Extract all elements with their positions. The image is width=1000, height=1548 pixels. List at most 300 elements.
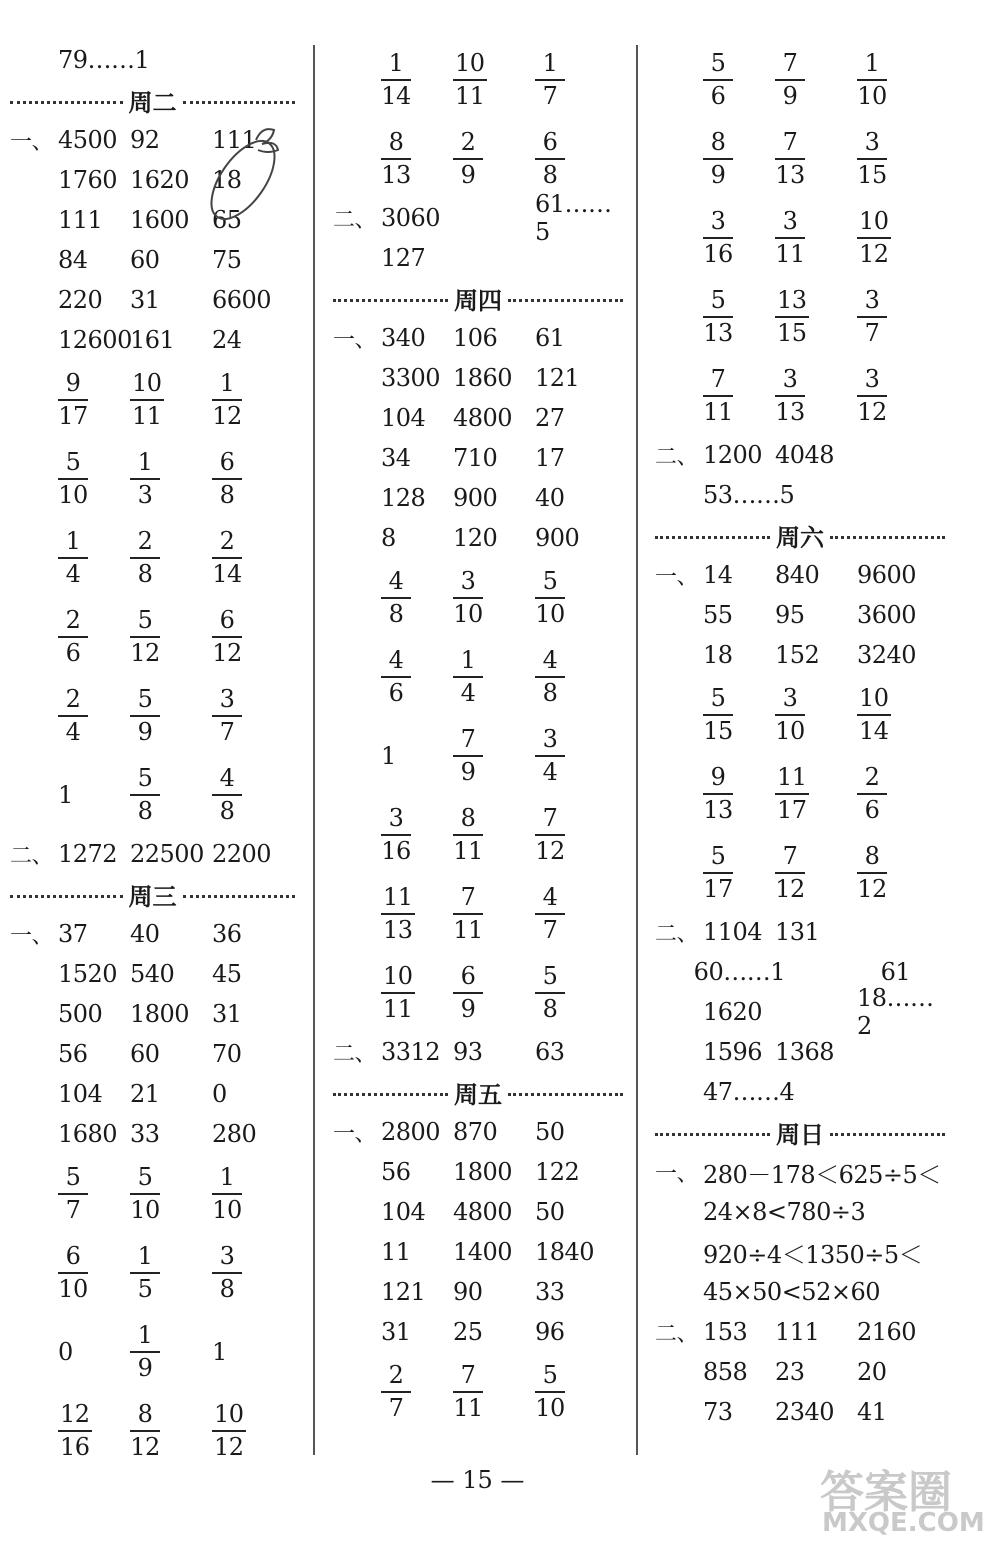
fraction [535, 884, 565, 943]
answer-cell [703, 366, 775, 425]
answer-cell: 340 [381, 324, 426, 352]
dotted-rule [183, 101, 296, 104]
answer-cell: 121 [535, 364, 580, 392]
dotted-rule [333, 1093, 448, 1096]
fraction [535, 50, 565, 109]
answer-cell [381, 884, 453, 943]
answer-cell: 47……4 [703, 1078, 795, 1106]
answer-cell [212, 370, 292, 429]
answer-cell: 111 [212, 126, 257, 154]
answer-cell [775, 129, 857, 188]
dotted-rule [10, 895, 123, 898]
answer-row [333, 190, 623, 246]
fraction-numerator: 1 [58, 528, 88, 558]
page-number: — 15 — [430, 1466, 525, 1494]
answer-cell: 17 [535, 444, 565, 472]
answer-row [655, 40, 945, 119]
answer-row [333, 478, 623, 518]
answer-cell [535, 884, 615, 943]
fraction-denominator: 14 [381, 81, 411, 110]
answer-row [10, 834, 295, 874]
fraction-numerator: 6 [212, 449, 242, 479]
fraction [453, 884, 483, 943]
fraction-denominator: 10 [453, 599, 483, 628]
section-header [10, 80, 295, 120]
answer-row [333, 795, 623, 874]
section-header [655, 515, 945, 555]
answer-cell [775, 843, 857, 902]
answer-cell: 60……1 [693, 958, 785, 986]
answer-cell: 1104 [703, 918, 763, 946]
dotted-rule [183, 895, 296, 898]
answer-cell: 161 [130, 326, 175, 354]
answer-cell: 280 [212, 1120, 257, 1148]
answer-cell [453, 1362, 535, 1421]
fraction-numerator: 6 [212, 607, 242, 637]
answer-cell: 40 [130, 920, 160, 948]
question-label: 二、 [655, 1321, 699, 1347]
fraction-denominator: 7 [864, 318, 880, 347]
fraction [775, 208, 805, 267]
answer-cell [381, 568, 453, 627]
question-label: 一、 [655, 564, 699, 590]
answer-cell [381, 129, 453, 188]
answer-cell: 27 [535, 404, 565, 432]
answer-cell [453, 963, 535, 1022]
fraction-numerator: 7 [775, 50, 805, 80]
answer-row [655, 1072, 945, 1112]
answer-cell: 900 [535, 524, 580, 552]
fraction-denominator: 13 [775, 160, 805, 189]
answer-row [10, 320, 295, 360]
fraction-numerator: 8 [130, 1401, 160, 1431]
fraction-denominator: 11 [453, 1393, 483, 1422]
fraction [703, 685, 733, 744]
fraction [130, 1243, 160, 1302]
answer-cell [775, 208, 857, 267]
answer-cell: 121 [381, 1278, 426, 1306]
answer-cell [58, 1401, 130, 1460]
fraction-numerator: 6 [58, 1243, 88, 1273]
answer-cell [130, 1164, 212, 1223]
answer-row [333, 398, 623, 438]
answer-cell: 870 [453, 1118, 498, 1146]
answer-cell [212, 449, 292, 508]
fraction [381, 50, 411, 109]
fraction-denominator: 4 [542, 757, 558, 786]
fraction-numerator: 5 [130, 1164, 160, 1194]
fraction-denominator: 12 [212, 638, 242, 667]
question-label: 一、 [10, 129, 54, 155]
answer-row [655, 356, 945, 435]
answer-cell [857, 685, 937, 744]
fraction [535, 805, 565, 864]
answer-cell: 1368 [775, 1038, 835, 1066]
fraction [857, 843, 887, 902]
fraction [535, 129, 565, 188]
fraction-numerator: 1 [212, 370, 242, 400]
question-label: 二、 [333, 207, 377, 233]
answer-row [10, 1391, 295, 1470]
fraction [775, 129, 805, 188]
question-label: 一、 [333, 327, 377, 353]
answer-cell: 9600 [857, 561, 917, 589]
fraction-numerator: 2 [453, 129, 483, 159]
fraction [58, 528, 88, 587]
answer-cell [775, 764, 857, 823]
fraction [381, 884, 415, 943]
fraction [453, 647, 483, 706]
fraction-numerator: 7 [775, 129, 805, 159]
answer-cell [453, 647, 535, 706]
answer-cell: 120 [453, 524, 498, 552]
dotted-rule [508, 1093, 623, 1096]
answer-cell [130, 1401, 212, 1460]
answer-cell [535, 1362, 615, 1421]
fraction [130, 1164, 160, 1223]
answer-cell: 61……5 [535, 190, 612, 246]
fraction-denominator: 8 [542, 160, 558, 189]
answer-cell: 4800 [453, 404, 513, 432]
answer-row [10, 1312, 295, 1391]
fraction-numerator: 3 [775, 366, 805, 396]
dotted-rule [655, 536, 770, 539]
fraction-numerator: 4 [535, 647, 565, 677]
answer-cell [453, 50, 535, 109]
fraction [130, 607, 160, 666]
answer-row [10, 1233, 295, 1312]
answer-cell [212, 1401, 292, 1460]
fraction-numerator: 5 [703, 287, 733, 317]
fraction-denominator: 4 [460, 678, 476, 707]
section-title: 周三 [128, 882, 177, 911]
answer-cell: 50 [535, 1198, 565, 1226]
answer-row [10, 1074, 295, 1114]
answer-row [333, 716, 623, 795]
answer-row [10, 954, 295, 994]
answer-cell: 90 [453, 1278, 483, 1306]
fraction [703, 764, 733, 823]
answer-cell: 111 [775, 1318, 820, 1346]
section-header [10, 874, 295, 914]
column-divider [313, 45, 315, 1455]
fraction [381, 129, 411, 188]
fraction-denominator: 17 [703, 874, 733, 903]
fraction [535, 1362, 565, 1421]
fraction-numerator: 5 [535, 1362, 565, 1392]
answer-cell: 128 [381, 484, 426, 512]
answer-cell: 1620 [130, 166, 190, 194]
answer-cell: 50 [535, 1118, 565, 1146]
answer-row [333, 438, 623, 478]
answer-cell: 84 [58, 246, 88, 274]
fraction-numerator: 7 [535, 805, 565, 835]
answer-row [655, 475, 945, 515]
answer-cell [703, 287, 775, 346]
fraction-numerator: 3 [212, 1243, 242, 1273]
fraction-numerator: 3 [775, 685, 805, 715]
fraction-denominator: 11 [775, 239, 805, 268]
answer-cell: 93 [453, 1038, 483, 1066]
answer-cell [58, 1164, 130, 1223]
answer-row [655, 119, 945, 198]
answer-cell [58, 686, 130, 745]
fraction-denominator: 12 [130, 638, 160, 667]
answer-row [10, 360, 295, 439]
answer-cell: 1680 [58, 1120, 118, 1148]
answer-column-1 [10, 40, 295, 1470]
fraction-denominator: 5 [137, 1274, 153, 1303]
answer-cell [535, 129, 615, 188]
fraction-denominator: 8 [137, 796, 153, 825]
section-title: 周二 [128, 88, 177, 117]
answer-row [655, 675, 945, 754]
fraction-denominator: 12 [775, 874, 805, 903]
answer-cell [857, 843, 937, 902]
fraction-denominator: 15 [857, 160, 887, 189]
answer-cell: 23 [775, 1358, 805, 1386]
answer-cell: 31 [381, 1318, 411, 1346]
fraction [130, 1322, 160, 1381]
answer-column-3 [655, 40, 945, 1432]
answer-row [655, 1312, 945, 1352]
fraction [857, 764, 887, 823]
answer-cell: 1272 [58, 840, 118, 868]
answer-row [655, 277, 945, 356]
answer-cell: 6600 [212, 286, 272, 314]
answer-cell: 2340 [775, 1398, 835, 1426]
question-label: 一、 [10, 923, 54, 949]
answer-cell [535, 726, 615, 785]
fraction-numerator: 8 [453, 805, 483, 835]
answer-row [333, 1312, 623, 1352]
answer-row [655, 555, 945, 595]
fraction-denominator: 10 [535, 599, 565, 628]
answer-cell: 858 [703, 1358, 748, 1386]
fraction-denominator: 10 [775, 716, 805, 745]
answer-cell [703, 208, 775, 267]
answer-row [655, 984, 945, 1040]
answer-cell: 61 [880, 958, 911, 986]
answer-cell: 710 [453, 444, 498, 472]
question-label: 一、 [655, 1161, 699, 1187]
answer-cell: 3600 [857, 601, 917, 629]
answer-row [10, 1114, 295, 1154]
fraction-numerator: 2 [58, 607, 88, 637]
fraction-numerator: 5 [130, 607, 160, 637]
question-label: 一、 [333, 1121, 377, 1147]
fraction-numerator: 10 [857, 208, 891, 238]
dotted-rule [830, 536, 945, 539]
fraction-numerator: 9 [703, 764, 733, 794]
fraction [453, 568, 483, 627]
answer-cell: 60 [130, 246, 160, 274]
fraction [212, 765, 242, 824]
fraction-denominator: 12 [212, 401, 242, 430]
dotted-rule [10, 101, 123, 104]
answer-cell [857, 764, 937, 823]
answer-cell [58, 370, 130, 429]
fraction-denominator: 4 [65, 559, 81, 588]
fraction-numerator: 10 [381, 963, 415, 993]
answer-cell: 55 [703, 601, 733, 629]
section-header [655, 1112, 945, 1152]
answer-cell: 1760 [58, 166, 118, 194]
fraction-denominator: 7 [542, 81, 558, 110]
answer-cell: 60 [130, 1040, 160, 1068]
fraction-denominator: 16 [703, 239, 733, 268]
fraction [535, 568, 565, 627]
section-title: 周六 [776, 523, 824, 552]
answer-cell: 75 [212, 246, 242, 274]
fraction-denominator: 8 [137, 559, 153, 588]
answer-cell: 70 [212, 1040, 242, 1068]
fraction-denominator: 10 [535, 1393, 565, 1422]
answer-row [10, 597, 295, 676]
answer-row [333, 358, 623, 398]
answer-cell: 1800 [453, 1158, 513, 1186]
answer-row [10, 994, 295, 1034]
answer-cell: 2200 [212, 840, 272, 868]
answer-cell [58, 449, 130, 508]
fraction-numerator: 13 [775, 287, 809, 317]
section-header [333, 1072, 623, 1112]
fraction-numerator: 8 [381, 129, 411, 159]
answer-cell [703, 685, 775, 744]
answer-cell: 122 [535, 1158, 580, 1186]
fraction-numerator: 11 [381, 884, 415, 914]
answer-cell: 8 [381, 524, 396, 552]
fraction-denominator: 9 [137, 1353, 153, 1382]
fraction [212, 607, 242, 666]
answer-column-2 [333, 40, 623, 1431]
fraction [381, 963, 415, 1022]
answer-cell: 1596 [703, 1038, 763, 1066]
answer-cell: 220 [58, 286, 103, 314]
answer-cell: 1840 [535, 1238, 595, 1266]
fraction-numerator: 5 [703, 50, 733, 80]
fraction-denominator: 17 [777, 795, 807, 824]
answer-cell [58, 528, 130, 587]
answer-cell: 11 [381, 1238, 411, 1266]
fraction [703, 50, 733, 109]
fraction [130, 449, 160, 508]
answer-cell: 840 [775, 561, 820, 589]
answer-cell [130, 449, 212, 508]
fraction-denominator: 8 [542, 678, 558, 707]
fraction-denominator: 11 [453, 915, 483, 944]
fraction-numerator: 6 [535, 129, 565, 159]
fraction [703, 129, 733, 188]
section-title: 周四 [454, 286, 502, 315]
question-label: 二、 [655, 444, 699, 470]
fraction-numerator: 7 [453, 726, 483, 756]
fraction [381, 568, 411, 627]
answer-cell [857, 287, 937, 346]
answer-cell: 900 [453, 484, 498, 512]
fraction-denominator: 14 [859, 716, 889, 745]
fraction-numerator: 1 [857, 50, 887, 80]
answer-cell: 41 [857, 1398, 887, 1426]
answer-cell: 4500 [58, 126, 118, 154]
answer-cell: 2800 [381, 1118, 441, 1146]
fraction-denominator: 8 [219, 1274, 235, 1303]
fraction [58, 686, 88, 745]
fraction [130, 1401, 160, 1460]
fraction [58, 607, 88, 666]
fraction-numerator: 1 [212, 1164, 242, 1194]
fraction-denominator: 7 [388, 1393, 404, 1422]
answer-row [10, 914, 295, 954]
fraction [703, 366, 733, 425]
answer-cell: 37 [58, 920, 88, 948]
fraction-numerator: 5 [535, 568, 565, 598]
answer-row [655, 1152, 945, 1192]
fraction-denominator: 13 [703, 318, 733, 347]
fraction-numerator: 3 [535, 726, 565, 756]
fraction [453, 50, 487, 109]
fraction [130, 686, 160, 745]
fraction-numerator: 11 [775, 764, 809, 794]
fraction-denominator: 13 [775, 397, 805, 426]
answer-cell: 34 [381, 444, 411, 472]
fraction-denominator: 6 [710, 81, 726, 110]
answer-cell [453, 726, 535, 785]
fraction-denominator: 8 [219, 480, 235, 509]
fraction-denominator: 11 [132, 401, 162, 430]
section-title: 周日 [776, 1120, 824, 1149]
answer-cell: 40 [535, 484, 565, 512]
fraction-numerator: 1 [130, 449, 160, 479]
fraction [775, 50, 805, 109]
answer-cell [381, 50, 453, 109]
answer-cell: 14 [703, 561, 733, 589]
fraction-denominator: 14 [212, 559, 242, 588]
answer-cell [535, 647, 615, 706]
fraction-numerator: 3 [453, 568, 483, 598]
answer-cell [130, 686, 212, 745]
answer-cell: 18……2 [857, 984, 934, 1040]
answer-row [655, 1272, 945, 1312]
fraction-numerator: 8 [857, 843, 887, 873]
fraction-denominator: 11 [703, 397, 733, 426]
answer-cell: 106 [453, 324, 498, 352]
fraction-denominator: 12 [130, 1432, 160, 1461]
answer-cell: 20 [857, 1358, 887, 1386]
answer-cell [703, 129, 775, 188]
fraction [453, 726, 483, 785]
answer-cell: 56 [381, 1158, 411, 1186]
fraction [212, 1164, 242, 1223]
fraction [775, 366, 805, 425]
comparison-expression: 280－178＜625÷5＜ [703, 1160, 941, 1189]
answer-row [655, 912, 945, 952]
answer-cell: 1 [212, 1337, 227, 1366]
fraction-denominator: 12 [857, 397, 887, 426]
answer-cell: 3240 [857, 641, 917, 669]
fraction [212, 1401, 246, 1460]
fraction-denominator: 7 [219, 717, 235, 746]
fraction-denominator: 15 [777, 318, 807, 347]
answer-cell: 2160 [857, 1318, 917, 1346]
answer-cell: 4800 [453, 1198, 513, 1226]
fraction-numerator: 10 [130, 370, 164, 400]
fraction-numerator: 8 [703, 129, 733, 159]
answer-cell [775, 50, 857, 109]
question-label: 二、 [655, 921, 699, 947]
answer-cell: 79……1 [58, 46, 150, 74]
fraction [703, 287, 733, 346]
